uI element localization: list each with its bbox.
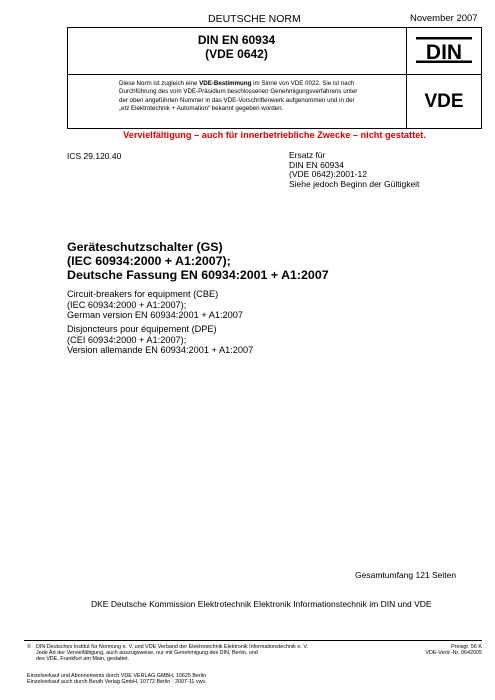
total-pages: Gesamtumfang 121 Seiten — [355, 570, 457, 580]
sales-line: Einzelverkauf und Abonnements durch VDE VERLAG GMBH, 10625 Berlin — [27, 673, 207, 679]
title-line: (CEI 60934:2000 + A1:2007); — [67, 334, 187, 345]
title-line: (IEC 60934:2000 + A1:2007); — [67, 299, 187, 310]
replaces-line: DIN EN 60934 — [289, 159, 344, 170]
title-line: (IEC 60934:2000 + A1:2007); — [67, 254, 231, 268]
price-info — [400, 644, 482, 657]
notice-line: Durchführung des vom VDE-Präsidium beschlossenen Genehmigungsverfahrens unter — [119, 88, 358, 96]
copyright-line: DIN Deutsches Institut für Normung e. V. und VDE Verband der Elektrotechnik Elektronik Informationstechnik e. V. — [36, 644, 308, 650]
notice-line: „etz Elektrotechnik + Automation“ bekannt gegeben worden. — [119, 105, 284, 113]
din-logo-text: DIN — [425, 41, 463, 64]
din-logo — [414, 34, 474, 66]
norm-type-label: DEUTSCHE NORM — [208, 13, 301, 25]
price-group: Preisgr. 56 K — [451, 644, 482, 650]
reproduction-warning: Vervielfältigung – auch für innerbetriebliche Zwecke – nicht gestattet. — [123, 130, 426, 140]
replaces-line: Siehe jedoch Beginn der Gültigkeit — [289, 178, 420, 189]
copyright-line: des VDE, Frankfurt am Main, gestattet. — [36, 656, 130, 663]
copyright-symbol: © — [27, 644, 31, 650]
notice-line: Diese Norm ist zugleich eine VDE-Bestimmung im Sinne von VDE 0022. Sie ist nach — [119, 80, 355, 87]
standard-designation — [67, 33, 406, 61]
vde-sales-number: VDE-Vertr.-Nr. 0642005 — [425, 650, 482, 657]
vde-logo-text: VDE — [424, 91, 464, 111]
logo-column-divider — [406, 28, 407, 129]
title-line: German version EN 60934:2001 + A1:2007 — [67, 310, 243, 321]
sales-line: Einzelverkauf auch durch Beuth Verlag GmbH, 10772 Berlin · 2007-11 vwu — [27, 679, 206, 686]
title-line: Version allemande EN 60934:2001 + A1:2007 — [67, 345, 254, 356]
logo-divider — [406, 74, 482, 75]
standard-number: DIN EN 60934 — [197, 33, 276, 47]
notice-line: der oben angeführten Nummer in das VDE-Vorschriftenwerk aufgenommen und in der — [119, 96, 355, 104]
replaces-block — [289, 151, 419, 189]
title-german — [67, 240, 329, 282]
vde-logo — [414, 89, 474, 111]
title-line: Geräteschutzschalter (GS) — [67, 240, 223, 254]
vde-number: (VDE 0642) — [205, 47, 268, 61]
replaces-line: (VDE 0642):2001-12 — [289, 169, 367, 180]
vde-regulation-notice — [119, 80, 401, 114]
publication-date: November 2007 — [410, 13, 478, 24]
vde-bestimmung-term: VDE-Bestimmung — [199, 80, 252, 87]
copyright-line: Jede Art der Vervielfältigung, auch auszugsweise, nur mit Genehmigung des DIN, Berlin, und — [36, 650, 258, 657]
copyright-notice — [36, 644, 426, 663]
ics-code: ICS 29.120.40 — [67, 151, 122, 161]
title-line: Circuit-breakers for equipment (CBE) — [67, 289, 219, 299]
committee-name: DKE Deutsche Kommission Elektrotechnik Elektronik Informationstechnik im DIN und VDE — [91, 599, 432, 609]
title-line: Deutsche Fassung EN 60934:2001 + A1:2007 — [67, 268, 329, 282]
title-english — [67, 289, 243, 321]
footer-rule — [24, 640, 482, 641]
sales-info — [27, 673, 206, 685]
title-french — [67, 324, 253, 356]
replaces-line: Ersatz für — [289, 150, 326, 160]
title-line: Disjoncteurs pour équipement (DPE) — [67, 324, 217, 334]
title-block-divider — [67, 74, 406, 75]
